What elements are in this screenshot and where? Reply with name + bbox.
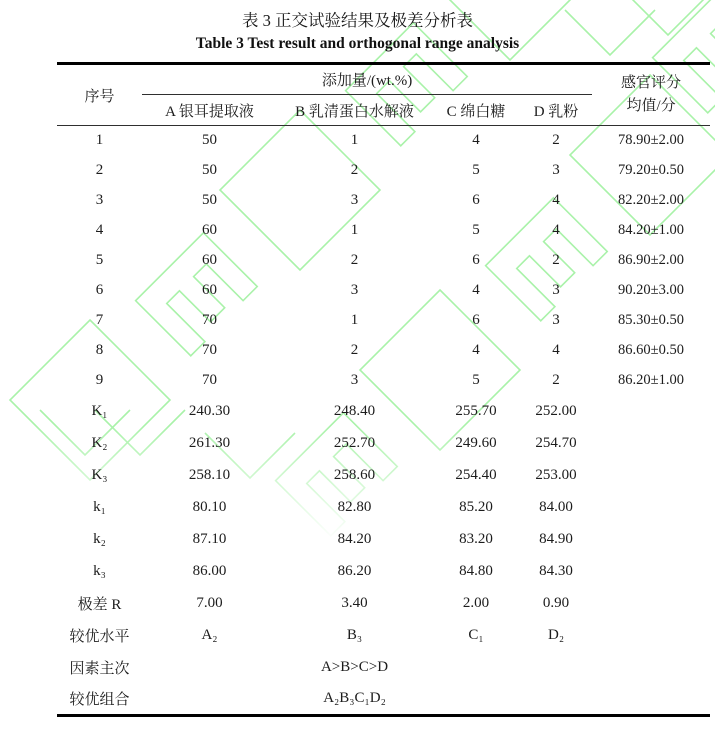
cell-a: 258.10 (188, 467, 231, 483)
cell-b: 1 (350, 222, 359, 238)
cell-score: 79.20±0.50 (618, 162, 685, 178)
cell-serial: 极差 R (77, 597, 122, 613)
cell-d: 84.30 (539, 563, 573, 579)
cell-score (592, 588, 710, 620)
cell-serial: 6 (95, 282, 104, 298)
table-row (57, 684, 710, 716)
cell-serial: 2 (95, 162, 104, 178)
header-score (592, 64, 710, 126)
table-row (57, 156, 710, 186)
table-row (57, 276, 710, 306)
table-row (57, 216, 710, 246)
cell-c: 6 (472, 312, 480, 328)
table-row (57, 186, 710, 216)
table-row (57, 588, 710, 620)
cell-score: 82.20±2.00 (618, 192, 685, 208)
cell-c (432, 652, 520, 684)
cell-score: 84.20±1.00 (618, 222, 685, 238)
cell-d: 2 (552, 252, 560, 268)
cell-a (142, 652, 277, 684)
cell-d: 254.70 (535, 435, 577, 451)
table-row (57, 524, 710, 556)
cell-serial: K₂ (91, 435, 108, 451)
cell-d: 84.90 (539, 531, 573, 547)
cell-b: 1 (350, 132, 359, 149)
table-row (57, 556, 710, 588)
cell-d: 253.00 (535, 467, 577, 483)
cell-serial: K₃ (91, 467, 108, 483)
cell-score: 86.20±1.00 (618, 372, 685, 388)
cell-serial: 8 (95, 342, 104, 358)
cell-score (592, 684, 710, 716)
cell-score: 90.20±3.00 (618, 282, 685, 298)
cell-b: 86.20 (337, 563, 372, 579)
table-row (57, 492, 710, 524)
header-additive-group: 添加量/(wt.%) (142, 64, 592, 95)
cell-d: 84.00 (539, 499, 573, 515)
cell-a (142, 684, 277, 716)
cell-d: 2 (552, 372, 560, 388)
cell-d (520, 652, 592, 684)
cell-b: A>B>C>D (320, 659, 389, 675)
cell-c: 5 (472, 162, 480, 178)
cell-c: 83.20 (459, 531, 493, 547)
cell-c: 254.40 (455, 467, 497, 483)
table-row (57, 366, 710, 396)
cell-d: 4 (552, 222, 560, 238)
cell-c: 255.70 (455, 403, 497, 419)
cell-a: 80.10 (192, 499, 227, 515)
cell-c: 5 (472, 372, 480, 388)
cell-d: D₂ (547, 627, 565, 643)
header-score-line2: 均值/分 (626, 98, 676, 114)
cell-score: 86.60±0.50 (618, 342, 685, 358)
cell-serial: k₃ (93, 563, 106, 579)
cell-c: 6 (472, 192, 480, 208)
cell-d: 2 (552, 132, 560, 149)
cell-serial: K₁ (91, 403, 108, 419)
cell-score: 85.30±0.50 (618, 312, 685, 328)
cell-a: 86.00 (192, 563, 227, 579)
table-title-chinese: 表 3 正交试验结果及极差分析表 (242, 11, 473, 30)
table-row (57, 620, 710, 652)
cell-c (432, 684, 520, 716)
cell-serial: 较优水平 (69, 629, 130, 645)
cell-d: 4 (552, 342, 560, 358)
cell-b: 252.70 (333, 435, 376, 451)
cell-a: 87.10 (192, 531, 227, 547)
cell-serial: 因素主次 (69, 661, 130, 677)
cell-score: 78.90±2.00 (618, 132, 685, 149)
cell-score (592, 652, 710, 684)
cell-c: 84.80 (459, 563, 493, 579)
cell-b: A₂B₃C₁D₂ (323, 690, 386, 707)
cell-serial: 9 (95, 372, 104, 388)
cell-serial: 3 (95, 192, 104, 208)
cell-c: 4 (472, 342, 480, 358)
cell-a: A₂ (201, 627, 218, 643)
cell-serial: 1 (95, 132, 104, 149)
cell-a: 60 (202, 222, 217, 238)
cell-score (592, 556, 710, 588)
cell-score (592, 492, 710, 524)
table-row (57, 336, 710, 366)
cell-b: B₃ (346, 627, 363, 643)
cell-a: 7.00 (196, 595, 223, 611)
cell-b: 1 (350, 312, 359, 328)
cell-c: 2.00 (462, 595, 490, 611)
cell-b: 3 (350, 192, 359, 208)
cell-serial: 较优组合 (69, 692, 130, 709)
cell-d: 252.00 (535, 403, 577, 419)
table-row (57, 306, 710, 336)
cell-b: 3 (350, 372, 359, 388)
cell-d: 3 (552, 312, 560, 328)
cell-d: 4 (552, 192, 560, 208)
header-serial: 序号 (57, 64, 142, 126)
table-row (57, 460, 710, 492)
cell-b: 82.80 (337, 499, 372, 515)
cell-c: 4 (472, 132, 480, 149)
cell-score (592, 396, 710, 428)
cell-b: 2 (350, 252, 359, 268)
cell-serial: k₂ (93, 531, 106, 547)
cell-b: 3 (350, 282, 359, 298)
cell-b: 248.40 (333, 403, 376, 419)
cell-b: 258.60 (333, 467, 376, 483)
cell-score (592, 460, 710, 492)
header-factor-d: D 乳粉 (520, 95, 592, 126)
cell-c: 6 (472, 252, 480, 268)
cell-serial: 7 (95, 312, 104, 328)
cell-a: 60 (202, 282, 217, 298)
cell-a: 261.30 (188, 435, 231, 451)
cell-b: 84.20 (337, 531, 372, 547)
table-row (57, 652, 710, 684)
cell-c: C₁ (468, 627, 484, 643)
cell-d: 3 (552, 282, 560, 298)
cell-a: 50 (202, 132, 217, 149)
cell-d (520, 684, 592, 716)
cell-c: 4 (472, 282, 480, 298)
cell-a: 70 (202, 372, 217, 388)
cell-c: 249.60 (455, 435, 497, 451)
cell-serial: k₁ (93, 499, 106, 515)
cell-b: 2 (350, 162, 359, 178)
orthogonal-result-table (57, 62, 710, 717)
cell-b: 3.40 (341, 595, 368, 611)
header-factor-a: A 银耳提取液 (142, 95, 277, 126)
cell-serial: 4 (95, 222, 104, 238)
cell-d: 0.90 (542, 595, 570, 611)
cell-a: 70 (202, 342, 217, 358)
cell-a: 50 (202, 192, 217, 208)
cell-c: 5 (472, 222, 480, 238)
cell-a: 50 (202, 162, 217, 178)
cell-a: 60 (202, 252, 217, 268)
table-row (57, 396, 710, 428)
cell-score (592, 620, 710, 652)
table-row (57, 126, 710, 156)
header-factor-c: C 绵白糖 (432, 95, 520, 126)
cell-serial: 5 (95, 252, 104, 268)
cell-d: 3 (552, 162, 560, 178)
cell-score (592, 524, 710, 556)
header-row-group (57, 64, 710, 95)
table-row (57, 428, 710, 460)
cell-score: 86.90±2.00 (618, 252, 685, 268)
cell-a: 70 (202, 312, 217, 328)
table-row (57, 246, 710, 276)
cell-b: 2 (350, 342, 359, 358)
cell-score (592, 428, 710, 460)
header-score-line1: 感官评分 (621, 74, 682, 91)
table-title-english: Table 3 Test result and orthogonal range analysis (195, 35, 520, 52)
header-factor-b: B 乳清蛋白水解液 (277, 95, 432, 126)
cell-a: 240.30 (188, 403, 231, 419)
cell-c: 85.20 (459, 499, 493, 515)
